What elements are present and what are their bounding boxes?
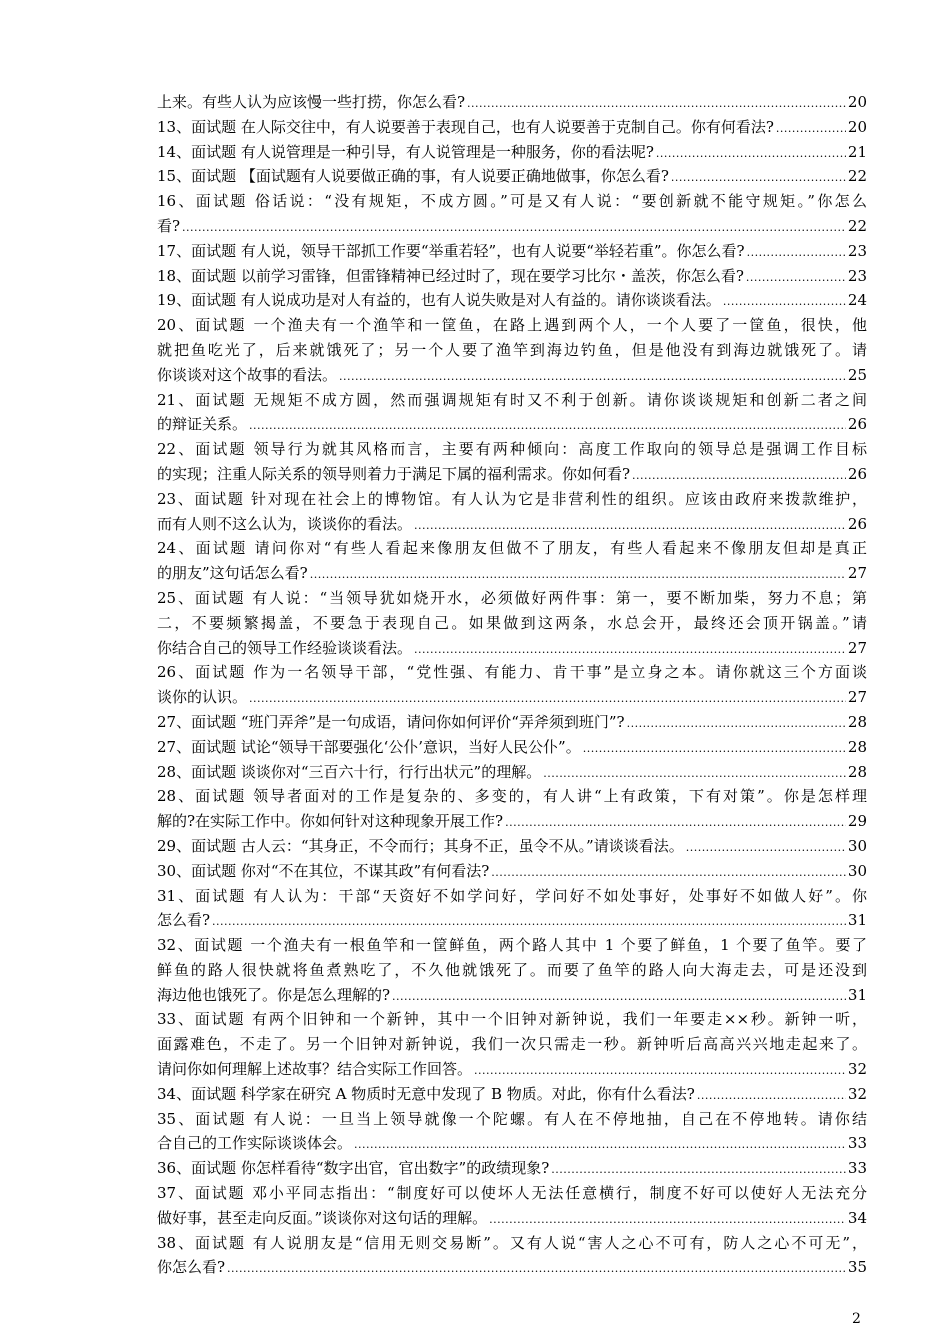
dot-leader — [249, 414, 846, 437]
toc-page-number: 28 — [847, 762, 867, 781]
dot-leader — [583, 737, 846, 760]
toc-entry[interactable] — [157, 834, 867, 859]
toc-entry[interactable] — [157, 660, 867, 710]
toc-entry-text: 22、面试题 领导行为就其风格而言，主要有两种倾向：高度工作取向的领导总是强调工作目标 — [157, 440, 867, 459]
toc-page-number: 32 — [847, 1084, 867, 1103]
toc-entry[interactable] — [157, 313, 867, 387]
toc-page-number: 25 — [847, 365, 867, 384]
toc-page-number: 26 — [847, 464, 867, 483]
toc-entry-text: 38、面试题 有人说朋友是“信用无则交易断”。又有人说“害人之心不可有，防人之心不可无”， — [157, 1233, 867, 1252]
toc-entry[interactable] — [157, 388, 867, 438]
dot-leader — [505, 811, 846, 834]
toc-entry-text: 的朋友”这句话怎么看? — [157, 564, 308, 583]
toc-entry[interactable] — [157, 859, 867, 884]
toc-entry-text: 的实现；注重人际关系的领导则着力于满足下属的福利需求。你如何看? — [157, 464, 631, 483]
toc-entry[interactable] — [157, 487, 867, 537]
toc-page-number: 26 — [847, 415, 867, 434]
dot-leader — [339, 365, 846, 388]
toc-page-number: 28 — [847, 737, 867, 756]
toc-entry-text: 35、面试题 有人说：一旦当上领导就像一个陀螺。有人在不停地抽，自己在不停地转。请你结 — [157, 1109, 867, 1128]
toc-page-number: 28 — [847, 712, 867, 731]
toc-page-number: 29 — [847, 812, 867, 831]
toc-entry-text: 32、面试题 一个渔夫有一根鱼竿和一筐鲜鱼，两个路人其中 1 个要了鲜鱼，1 个要了鱼竿。要了 — [157, 936, 867, 955]
toc-entry[interactable] — [157, 735, 867, 760]
toc-entry[interactable] — [157, 1082, 867, 1107]
toc-entry[interactable] — [157, 1156, 867, 1181]
toc-entry-text: 17、面试题 有人说，领导干部抓工作要“举重若轻”，也有人说要“举轻若重”。你怎么看? — [157, 241, 745, 260]
toc-entry-text: 20、面试题 一个渔夫有一个渔竿和一筐鱼，在路上遇到两个人，一个人要了一筐鱼，很快，他 — [157, 316, 867, 335]
dot-leader — [551, 1158, 846, 1181]
toc-entry-text: 鲜鱼的路人很快就将鱼煮熟吃了，不久他就饿死了。而要了鱼竿的路人向大海走去，可是还没到 — [157, 960, 867, 979]
toc-page-number: 30 — [847, 836, 867, 855]
table-of-contents — [157, 90, 867, 1280]
toc-entry[interactable] — [157, 1107, 867, 1157]
dot-leader — [414, 638, 846, 661]
dot-leader — [491, 861, 846, 884]
toc-entry[interactable] — [157, 586, 867, 660]
dot-leader — [489, 1208, 846, 1231]
toc-entry[interactable] — [157, 189, 867, 239]
toc-entry-text: 的辩证关系。 — [157, 415, 248, 434]
toc-entry-text: 26、面试题 作为一名领导干部，“党性强、有能力、肯干事”是立身之本。请你就这三个方面谈 — [157, 663, 867, 682]
toc-entry[interactable] — [157, 115, 867, 140]
toc-entry-text: 36、面试题 你怎样看待“数字出官，官出数字”的政绩现象? — [157, 1159, 550, 1178]
toc-entry-text: 25、面试题 有人说：“当领导犹如烧开水，必须做好两件事：第一，要不断加柴，努力不息；第 — [157, 588, 867, 607]
toc-entry[interactable] — [157, 288, 867, 313]
dot-leader — [227, 1257, 846, 1280]
toc-page-number: 22 — [847, 167, 867, 186]
toc-entry-text: 请问你如何理解上述故事？结合实际工作回答。 — [157, 1060, 473, 1079]
dot-leader — [747, 241, 846, 264]
dot-leader — [723, 290, 846, 313]
toc-entry-text: 你怎么看? — [157, 1258, 226, 1277]
toc-entry-text: 37、面试题 邓小平同志指出：“制度好可以使坏人无法任意横行，制度不好可以使好人无法充分 — [157, 1184, 867, 1203]
dot-leader — [474, 1059, 846, 1082]
toc-entry-text: 你结合自己的领导工作经验谈谈看法。 — [157, 638, 413, 657]
toc-page-number: 33 — [847, 1134, 867, 1153]
page-number: 2 — [852, 1311, 861, 1327]
toc-page-number: 32 — [847, 1060, 867, 1079]
toc-entry-text: 上来。有些人认为应该慢一些打捞，你怎么看? — [157, 93, 466, 111]
dot-leader — [686, 836, 846, 859]
dot-leader — [776, 117, 846, 140]
toc-entry[interactable] — [157, 1007, 867, 1081]
toc-entry-text: 谈你的认识。 — [157, 688, 248, 707]
toc-entry[interactable] — [157, 784, 867, 834]
toc-entry-text: 30、面试题 你对“不在其位，不谋其政”有何看法? — [157, 861, 490, 880]
toc-page-number: 21 — [847, 142, 867, 161]
toc-entry-text: 做好事，甚至走向反面。”谈谈你对这句话的理解。 — [157, 1208, 488, 1227]
toc-entry-text: 16、面试题 俗话说：“没有规矩，不成方圆。”可是又有人说：“要创新就不能守规矩。”你怎么 — [157, 192, 867, 211]
toc-entry-text: 27、面试题 “班门弄斧”是一句成语，请问你如何评价“弄斧须到班门”? — [157, 712, 625, 731]
toc-entry-text: 14、面试题 有人说管理是一种引导，有人说管理是一种服务，你的看法呢? — [157, 142, 654, 161]
toc-entry[interactable] — [157, 760, 867, 785]
toc-page-number: 27 — [847, 638, 867, 657]
toc-entry-text: 27、面试题 试论“领导干部要强化‘公仆’意识，当好人民公仆”。 — [157, 737, 581, 756]
toc-page-number: 20 — [847, 93, 867, 111]
toc-entry-text: 34、面试题 科学家在研究 A 物质时无意中发现了 B 物质。对此，你有什么看法? — [157, 1084, 695, 1103]
dot-leader — [392, 985, 846, 1008]
dot-leader — [632, 464, 846, 487]
toc-entry-text: 就把鱼吃光了，后来就饿死了；另一个人要了渔竿到海边钓鱼，但是他没有到海边就饿死了。请 — [157, 340, 867, 359]
dot-leader — [310, 563, 846, 586]
toc-entry-text: 24、面试题 请问你对“有些人看起来像朋友但做不了朋友，有些人看起来不像朋友但却是真正 — [157, 539, 867, 558]
toc-page-number: 27 — [847, 688, 867, 707]
dot-leader — [249, 687, 846, 710]
dot-leader — [354, 1133, 846, 1156]
dot-leader — [212, 910, 846, 933]
toc-entry[interactable] — [157, 710, 867, 735]
toc-entry-text: 你谈谈对这个故事的看法。 — [157, 365, 338, 384]
toc-entry-text: 解的?在实际工作中。你如何针对这种现象开展工作? — [157, 812, 504, 831]
toc-entry[interactable] — [157, 437, 867, 487]
toc-entry[interactable] — [157, 1231, 867, 1281]
toc-entry-text: 23、面试题 针对现在社会上的博物馆。有人认为它是非营利性的组织。应该由政府来拨款维护， — [157, 489, 867, 508]
toc-entry-text: 19、面试题 有人说成功是对人有益的，也有人说失败是对人有益的。请你谈谈看法。 — [157, 291, 721, 310]
toc-page-number: 34 — [847, 1208, 867, 1227]
toc-page-number: 31 — [847, 985, 867, 1004]
toc-entry-text: 面露难色，不走了。另一个旧钟对新钟说，我们一次只需走一秒。新钟听后高高兴兴地走起来了。 — [157, 1035, 867, 1054]
dot-leader — [697, 1084, 846, 1107]
toc-entry-text: 28、面试题 领导者面对的工作是复杂的、多变的，有人讲“上有政策，下有对策”。你是怎样理 — [157, 787, 867, 806]
toc-page-number: 27 — [847, 564, 867, 583]
toc-entry-text: 15、面试题 【面试题有人说要做正确的事，有人说要正确地做事，你怎么看? — [157, 167, 669, 186]
dot-leader — [627, 712, 846, 735]
toc-page-number: 23 — [847, 266, 867, 285]
toc-page-number: 35 — [847, 1258, 867, 1277]
toc-entry[interactable] — [157, 239, 867, 264]
toc-entry-text: 怎么看? — [157, 911, 211, 930]
dot-leader — [656, 142, 846, 165]
toc-page-number: 22 — [847, 216, 867, 235]
toc-page-number: 23 — [847, 241, 867, 260]
toc-entry-text: 21、面试题 无规矩不成方圆，然而强调规矩有时又不利于创新。请你谈谈规矩和创新二者之间 — [157, 390, 867, 409]
dot-leader — [414, 514, 846, 537]
toc-entry-text: 而有人则不这么认为，谈谈你的看法。 — [157, 514, 413, 533]
toc-page-number: 30 — [847, 861, 867, 880]
toc-page-number: 26 — [847, 514, 867, 533]
toc-entry-text: 29、面试题 古人云：“其身正，不令而行；其身不正，虽令不从。”请谈谈看法。 — [157, 836, 684, 855]
dot-leader — [182, 216, 846, 239]
toc-entry[interactable] — [157, 90, 867, 115]
toc-entry[interactable] — [157, 164, 867, 189]
toc-entry-text: 33、面试题 有两个旧钟和一个新钟，其中一个旧钟对新钟说，我们一年要走××秒。新钟一听， — [157, 1010, 867, 1029]
toc-entry[interactable] — [157, 140, 867, 165]
toc-entry-text: 看? — [157, 216, 181, 235]
toc-page-number: 31 — [847, 911, 867, 930]
dot-leader — [467, 92, 846, 115]
toc-entry[interactable] — [157, 933, 867, 1007]
toc-entry-text: 13、面试题 在人际交往中，有人说要善于表现自己，也有人说要善于克制自己。你有何看法? — [157, 117, 774, 136]
toc-entry[interactable] — [157, 264, 867, 289]
dot-leader — [746, 266, 846, 289]
dot-leader — [671, 166, 846, 189]
toc-entry-text: 31、面试题 有人认为：干部“天资好不如学问好，学问好不如处事好，处事好不如做人好”。你 — [157, 886, 867, 905]
toc-entry-text: 海边他也饿死了。你是怎么理解的? — [157, 985, 391, 1004]
toc-entry-text: 18、面试题 以前学习雷锋，但雷锋精神已经过时了，现在要学习比尔・盖茨，你怎么看? — [157, 266, 744, 285]
toc-entry[interactable] — [157, 1181, 867, 1231]
toc-page-number: 20 — [847, 117, 867, 136]
toc-page-number: 33 — [847, 1159, 867, 1178]
toc-entry-text: 二，不要频繁揭盖，不要急于表现自己。如果做到这两条，水总会开，最终还会顶开锅盖。”请 — [157, 613, 867, 632]
toc-entry-text: 合自己的工作实际谈谈体会。 — [157, 1134, 353, 1153]
toc-page-number: 24 — [847, 291, 867, 310]
toc-entry[interactable] — [157, 884, 867, 934]
dot-leader — [543, 762, 846, 785]
toc-entry[interactable] — [157, 536, 867, 586]
toc-entry-text: 28、面试题 谈谈你对“三百六十行，行行出状元”的理解。 — [157, 762, 542, 781]
